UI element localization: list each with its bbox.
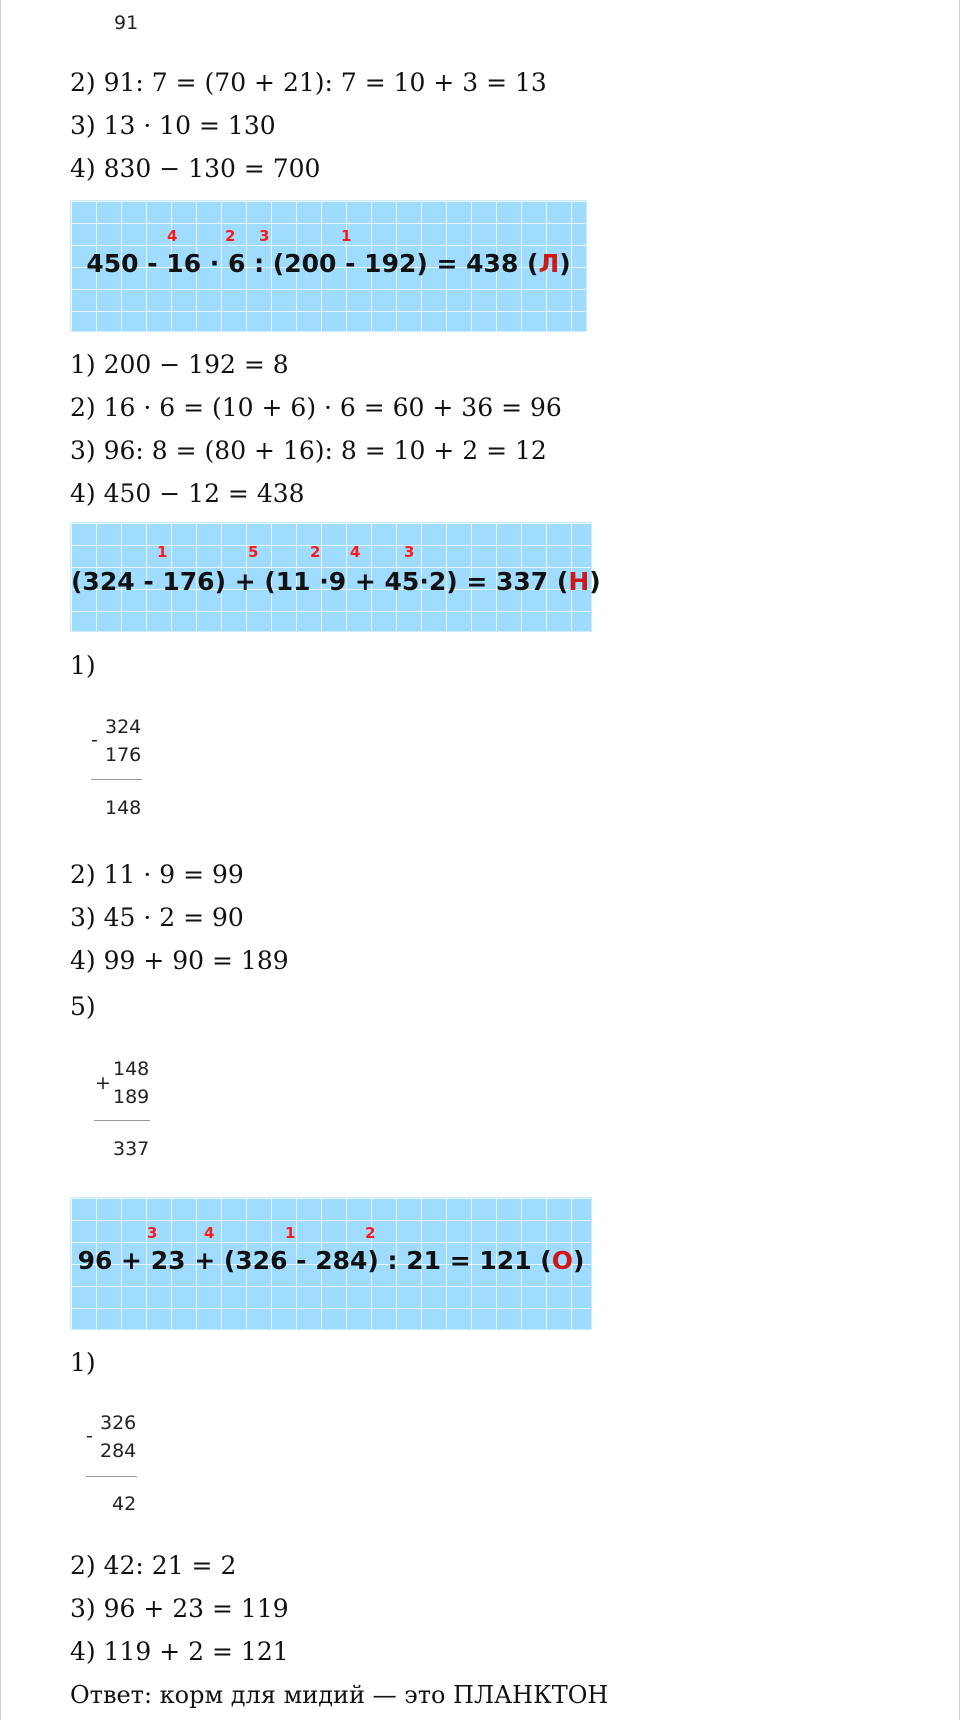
step-line: 4) 830 − 130 = 700 <box>70 154 321 183</box>
step-line: 3) 96: 8 = (80 + 16): 8 = 10 + 2 = 12 <box>70 436 547 465</box>
step-line: 1) 200 − 192 = 8 <box>70 350 289 379</box>
column-result: 42 <box>112 1493 137 1515</box>
column-bottom: 176 <box>105 744 142 766</box>
final-answer: Ответ: корм для мидий — это ПЛАНКТОН <box>70 1681 609 1709</box>
expression <box>71 1246 591 1275</box>
step-line: 2) 91: 7 = (70 + 21): 7 = 10 + 3 = 13 <box>70 68 547 97</box>
page-left-border <box>0 0 1 1720</box>
step-line: 3) 96 + 23 = 119 <box>70 1594 289 1623</box>
order-number: 3 <box>404 543 415 561</box>
expression-box-2 <box>70 522 601 632</box>
order-number: 2 <box>310 543 321 561</box>
expression <box>71 249 586 278</box>
answer-letter: Л <box>538 249 560 278</box>
expression-close: ) <box>559 249 571 278</box>
expression-text: 450 - 16 · 6 : (200 - 192) = 438 ( <box>86 249 539 278</box>
order-number: 2 <box>225 227 236 245</box>
order-number: 4 <box>204 1224 215 1242</box>
order-number: 4 <box>167 227 178 245</box>
order-number: 1 <box>341 227 352 245</box>
step-line: 1) <box>70 1348 96 1377</box>
column-sign: - <box>91 729 98 751</box>
column-result: 337 <box>113 1138 150 1160</box>
column-result: 148 <box>105 797 142 819</box>
order-number: 1 <box>157 543 168 561</box>
answer-letter: О <box>551 1246 573 1275</box>
step-line: 2) 16 · 6 = (10 + 6) · 6 = 60 + 36 = 96 <box>70 393 562 422</box>
column-sign: - <box>86 1425 93 1447</box>
expression-box-3 <box>70 1197 592 1330</box>
expression-close: ) <box>573 1246 585 1275</box>
column-sign: + <box>95 1072 111 1094</box>
expression-close: ) <box>589 567 601 596</box>
expression <box>71 567 601 596</box>
column-bottom: 189 <box>113 1086 150 1108</box>
expression-text: 96 + 23 + (326 - 284) : 21 = 121 ( <box>77 1246 552 1275</box>
column-rule <box>94 1120 150 1121</box>
answer-letter: Н <box>568 567 590 596</box>
order-number: 1 <box>285 1224 296 1242</box>
step-line: 5) <box>70 992 96 1021</box>
order-number: 5 <box>248 543 259 561</box>
order-number: 4 <box>350 543 361 561</box>
expression-text: (324 - 176) + (11 ·9 + 45·2) = 337 ( <box>71 567 569 596</box>
step-line: 3) 45 · 2 = 90 <box>70 903 244 932</box>
order-number: 2 <box>365 1224 376 1242</box>
expression-box-1 <box>70 200 587 332</box>
column-rule <box>86 1476 137 1477</box>
step-line: 4) 450 − 12 = 438 <box>70 479 305 508</box>
step-line: 1) <box>70 651 96 680</box>
step-line: 2) 11 · 9 = 99 <box>70 860 244 889</box>
order-number: 3 <box>147 1224 158 1242</box>
column-top: 324 <box>105 716 142 738</box>
step-line: 2) 42: 21 = 2 <box>70 1551 237 1580</box>
column-top: 148 <box>113 1058 150 1080</box>
previous-result: 91 <box>114 12 139 34</box>
column-top: 326 <box>100 1412 137 1434</box>
column-bottom: 284 <box>100 1440 137 1462</box>
step-line: 4) 119 + 2 = 121 <box>70 1637 289 1666</box>
step-line: 4) 99 + 90 = 189 <box>70 946 289 975</box>
order-number: 3 <box>259 227 270 245</box>
column-rule <box>91 779 142 780</box>
step-line: 3) 13 · 10 = 130 <box>70 111 276 140</box>
